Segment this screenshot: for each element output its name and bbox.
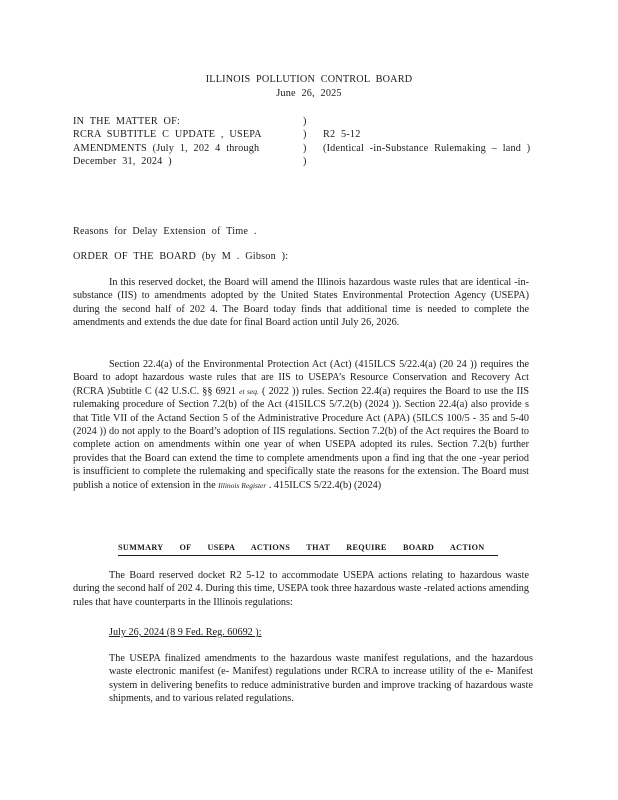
- paragraph-2: [73, 358, 529, 492]
- caption-row: [73, 142, 543, 155]
- caption-paren: ): [303, 129, 307, 141]
- reasons-line: Reasons for Delay Extension of Time .: [73, 226, 257, 237]
- board-title: ILLINOIS POLLUTION CONTROL BOARD: [205, 74, 413, 85]
- caption-paren: ): [303, 156, 307, 168]
- caption-left: RCRA SUBTITLE C UPDATE , USEPA: [73, 129, 262, 141]
- docket-number: R2 5-12: [323, 129, 361, 141]
- et-seq-citation: et seq.: [239, 386, 259, 396]
- caption-row: [73, 155, 543, 168]
- order-line: ORDER OF THE BOARD (by M . Gibson ):: [73, 251, 289, 262]
- case-caption: [73, 115, 543, 169]
- caption-paren: ): [303, 142, 307, 154]
- document-date: June 26, 2025: [276, 88, 342, 99]
- caption-left: IN THE MATTER OF:: [73, 116, 181, 127]
- illinois-register-title: Illinois Register: [218, 480, 267, 490]
- paragraph-3-text: The Board reserved docket R2 5-12 to accommodate USEPA actions relating to hazardous waste during the second half of 202 4. During this time, USEPA took three hazardous waste -related actions amending rules that have counterparts in the Illinois regulations:: [73, 570, 529, 608]
- paragraph-2-text-c: . 415ILCS 5/22.4(b) (2024): [268, 479, 382, 491]
- caption-row: [73, 128, 543, 141]
- paragraph-4-text: The USEPA finalized amendments to the hazardous waste manifest regulations, and the hazardous waste electronic manifest (e- Manifest) regulations under RCRA to increase utility of the e- Manifest system in delivering benefits to reduce administrative burden and improve tracking of hazardous waste shipments, and to various related regulations.: [109, 653, 533, 705]
- paragraph-4: [109, 652, 533, 706]
- summary-heading: SUMMARY OF USEPA ACTIONS THAT REQUIRE BOARD ACTION: [118, 541, 498, 556]
- caption-left: December 31, 2024 ): [73, 156, 172, 168]
- caption-paren: ): [303, 116, 307, 127]
- caption-row: [73, 115, 543, 128]
- caption-left: AMENDMENTS (July 1, 202 4 through: [73, 142, 260, 154]
- paragraph-2-text-a: Section 22.4(a) of the Environmental Protection Act (Act) (415ILCS 5/22.4(a) (20 24 )) requires the Board to adopt hazardous waste rules that are IIS to USEPA’s Resource Conservation and Recovery Act (RCRA )Subtitle C (42 U.S.C. §§ 6921: [73, 359, 529, 397]
- paragraph-1-text: In this reserved docket, the Board will amend the Illinois hazardous waste rules that are identical -in-substance (IIS) to amendments adopted by the United States Environmental Protection Agency (USEPA) during the second half of 202 4. The Board today finds that additional time is needed to complete the amendments and extends the due date for final Board action until July 26, 2026.: [73, 277, 529, 329]
- paragraph-3: [73, 569, 529, 609]
- federal-register-heading: July 26, 2024 (8 9 Fed. Reg. 60692 ):: [109, 627, 262, 638]
- paragraph-1: [73, 276, 529, 330]
- rulemaking-type: (Identical -in-Substance Rulemaking – land ): [323, 142, 531, 154]
- paragraph-2-text-b: ( 2022 )) rules. Section 22.4(a) requires the Board to use the IIS rulemaking procedure of Section 7.2(b) of the Act (415ILCS 5/7.2(b) (2024 )). Section 22.4(a) also provide s that Title VII of the Actand Section 5 of the Administrative Procedure Act (APA) (5ILCS 100/5 - 35 and 5-40 (2024 )) do not apply to the Board’s adoption of IIS regulations. Section 7.2(b) of the Act requires the Board to complete action on amendments within one year of when USEPA adopted its rules. Section 7.2(b) further provides that the Board can extend the time to complete amendments upon a find ing that the one -year period is insufficient to complete the rulemaking and specifically state the reasons for the extension. The Board must publish a notice of extension in the: [73, 385, 529, 491]
